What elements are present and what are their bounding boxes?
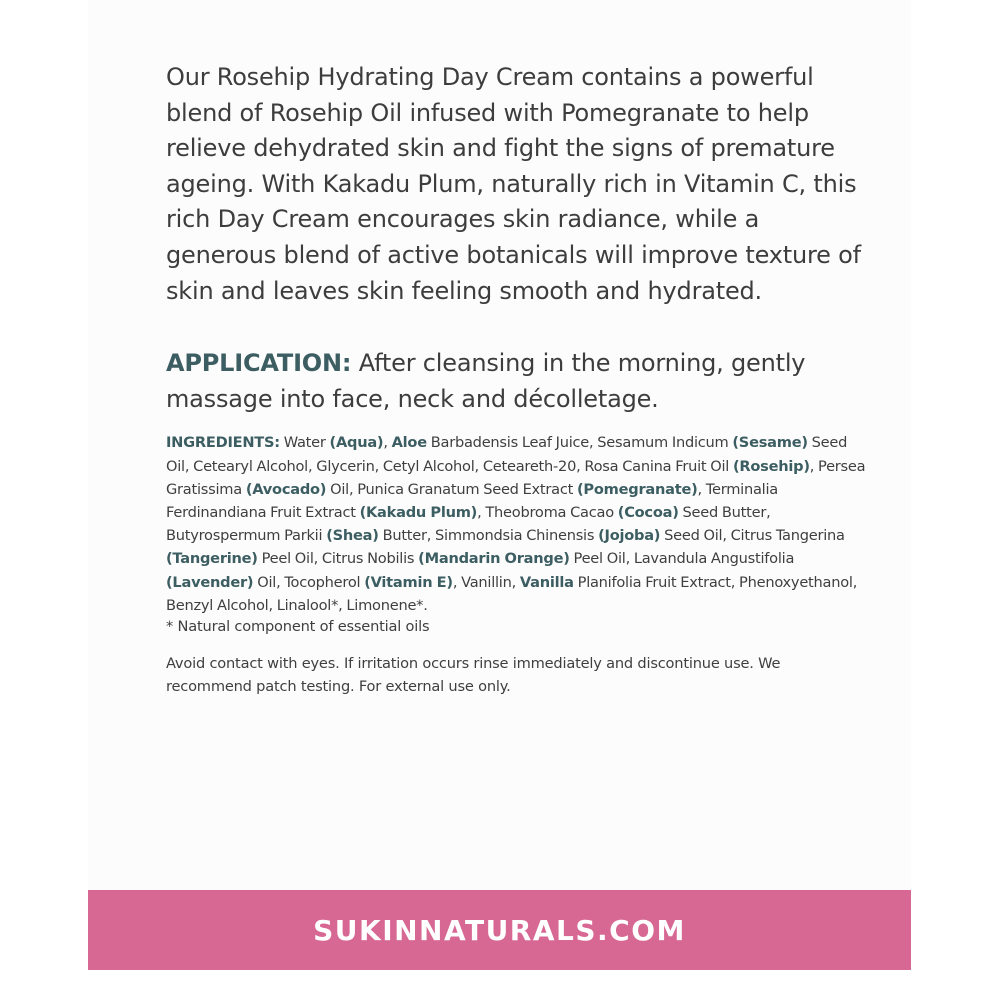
ingredient-text: Seed Oil, Cetearyl Alcohol, Glycerin, Cetyl Alcohol, Ceteareth-20, Rosa Canina Fruit Oil — [166, 434, 848, 475]
ingredient-text: , Theobroma Cacao — [477, 503, 618, 521]
ingredients-label: INGREDIENTS: — [166, 434, 280, 452]
website-url: SUKINNATURALS.COM — [313, 913, 686, 947]
ingredient-text: , Terminalia Ferdinandiana Fruit Extract — [166, 480, 778, 521]
ingredients-footnote: * Natural component of essential oils — [166, 617, 430, 635]
ingredient-text: Water — [279, 434, 330, 452]
ingredient-highlight: Vanilla — [519, 573, 574, 591]
ingredient-text: , — [383, 434, 392, 452]
ingredient-text: Planifolia Fruit Extract, Phenoxyethanol, Benzyl Alcohol, Linalool*, Limonene*. — [166, 573, 858, 614]
ingredient-highlight: (Mandarin Orange) — [418, 550, 570, 568]
ingredients-text — [166, 434, 865, 613]
ingredient-highlight: Aloe — [391, 434, 427, 452]
ingredient-highlight: (Vitamin E) — [364, 573, 453, 591]
ingredient-highlight: (Shea) — [326, 527, 379, 545]
ingredient-text: Peel Oil, Lavandula Angustifolia — [569, 550, 795, 568]
ingredient-text: , Persea Gratissima — [166, 457, 866, 498]
ingredient-highlight: (Avocado) — [245, 480, 327, 498]
ingredient-highlight: (Pomegranate) — [577, 480, 698, 498]
ingredient-text: Seed Butter, Butyrospermum Parkii — [166, 503, 771, 545]
ingredient-highlight: (Tangerine) — [166, 550, 258, 568]
product-label-content — [166, 60, 866, 698]
ingredient-text: , Vanillin, — [452, 573, 520, 591]
ingredient-highlight: (Sesame) — [732, 434, 808, 452]
application-instructions — [166, 346, 866, 417]
ingredient-text: Peel Oil, Citrus Nobilis — [257, 550, 419, 568]
ingredient-highlight: (Cocoa) — [617, 503, 679, 521]
safety-warning: Avoid contact with eyes. If irritation occurs rinse immediately and discontinue use. We recommend patch testing. For external use only. — [166, 654, 781, 695]
ingredient-highlight: (Rosehip) — [732, 457, 810, 475]
ingredient-text: Barbadensis Leaf Juice, Sesamum Indicum — [426, 434, 733, 452]
ingredient-highlight: (Aqua) — [329, 434, 384, 452]
application-label: APPLICATION: — [166, 349, 352, 378]
ingredient-text: Oil, Punica Granatum Seed Extract — [326, 480, 577, 498]
website-banner — [88, 890, 911, 970]
ingredients-list — [166, 431, 866, 617]
ingredient-highlight: (Lavender) — [166, 573, 254, 591]
ingredient-highlight: (Jojoba) — [598, 527, 661, 545]
ingredient-text: Seed Oil, Citrus Tangerina — [660, 527, 845, 545]
ingredient-highlight: (Kakadu Plum) — [359, 503, 478, 521]
ingredient-text: Oil, Tocopherol — [253, 573, 365, 591]
ingredient-text: Butter, Simmondsia Chinensis — [378, 527, 599, 545]
application-text: After cleansing in the morning, gently massage into face, neck and décolletage. — [166, 349, 806, 413]
product-description: Our Rosehip Hydrating Day Cream contains a powerful blend of Rosehip Oil infused with Pomegranate to help relieve dehydrated skin and fight the signs of premature ageing. With Kakadu Plum, naturally rich in Vitamin C, this rich Day Cream encourages skin radiance, while a generous blend of active botanicals will improve texture of skin and leaves skin feeling smooth and hydrated. — [166, 63, 861, 305]
